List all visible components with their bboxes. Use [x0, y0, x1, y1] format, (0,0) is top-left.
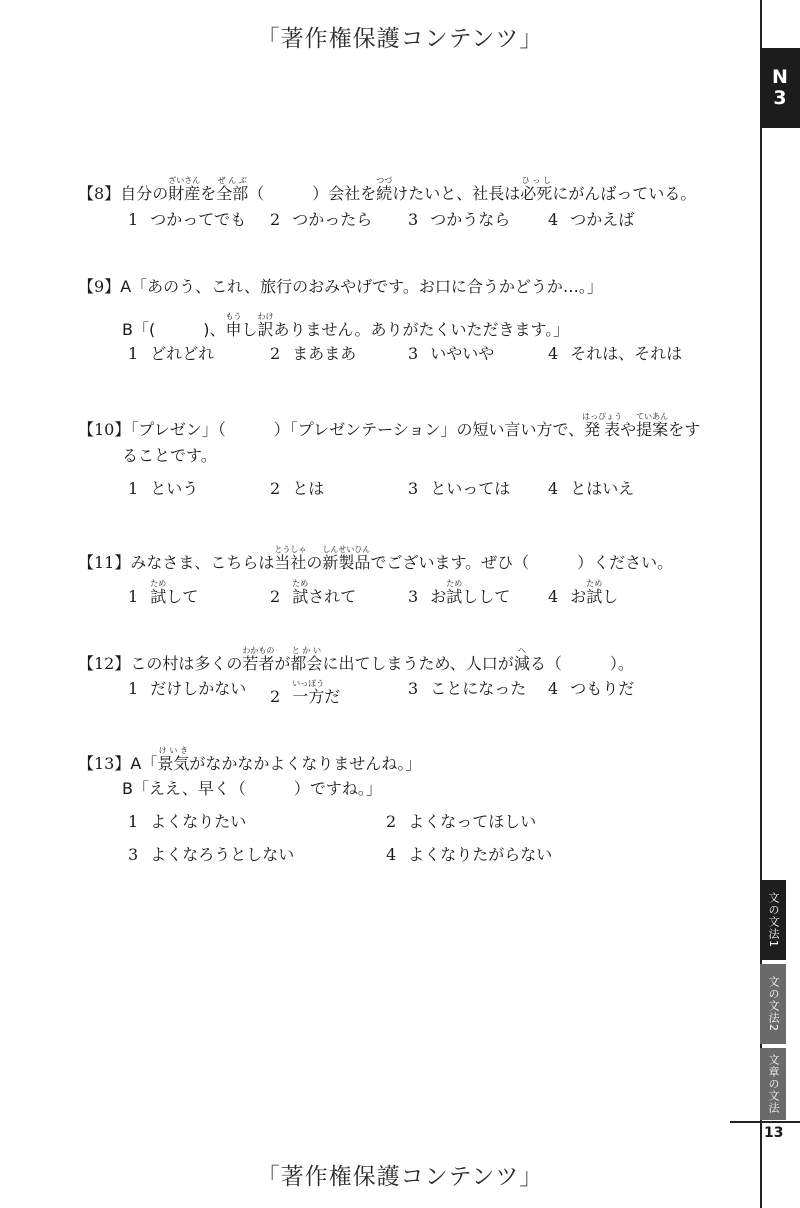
watermark-bottom: 「著作権保護コンテンツ」 [256, 1164, 544, 1190]
stem-text: を [200, 184, 217, 203]
answer-option[interactable]: 4 お試ためし [548, 579, 619, 606]
furigana-word: 財産ざいさん [168, 176, 201, 203]
answer-option[interactable]: 4 つもりだ [548, 679, 635, 698]
answer-option[interactable]: 2 よくなってほしい [386, 812, 537, 831]
question-13-line-2: B「ええ、早く（ ）ですね。」 [122, 779, 382, 798]
furigana-word: 続つづ [376, 176, 393, 203]
answer-option[interactable]: 2 一方いっぽうだ [270, 679, 341, 706]
furigana-word: 試ため [446, 579, 463, 606]
answer-option[interactable]: 2 とは [270, 479, 325, 498]
side-tab-sentence-grammar-2[interactable]: 文の文法2 [760, 964, 786, 1044]
answer-option[interactable]: 1 どれどれ [128, 344, 215, 363]
level-tab-digit: 3 [773, 87, 787, 109]
furigana-word: 新製品しんせいひん [322, 545, 371, 572]
stem-text: けたいと、社長は [392, 184, 521, 203]
stem-text: （ ）会社を [248, 184, 377, 203]
page-number-rule [730, 1121, 800, 1123]
question-12-stem: 【12】この村は多くの若者わかものが都会とかいに出てしまうため、人口が減へる（ ）。 [78, 646, 634, 673]
side-tab-text-grammar[interactable]: 文章の文法 [760, 1048, 786, 1120]
answer-option[interactable]: 3 ことになった [408, 679, 527, 698]
question-9-line-2: B「( )、申もうし訳わけありません。ありがたくいただきます。」 [122, 312, 570, 339]
stem-text: 「プレゼン」（ ）「プレゼンテーション」の短い言い方で、 [130, 420, 585, 439]
furigana-word: 発表はっぴょう [582, 412, 623, 439]
question-9-line-1 [78, 277, 603, 297]
question-number: 【9】 [78, 277, 121, 296]
stem-text: にがんばっている。 [552, 184, 697, 203]
answer-option[interactable]: 4 よくなりたがらない [386, 845, 553, 864]
side-tab-sentence-grammar-1[interactable]: 文の文法1 [760, 880, 786, 960]
answer-option[interactable]: 2 まあまあ [270, 344, 357, 363]
level-tab-n3[interactable] [760, 48, 800, 128]
furigana-word: 提案ていあん [636, 412, 669, 439]
answer-option[interactable]: 4 つかえば [548, 210, 635, 229]
furigana-word: 当社とうしゃ [274, 545, 307, 572]
furigana-word: 全部ぜんぶ [216, 176, 249, 203]
furigana-word: 試ため [586, 579, 603, 606]
watermark-top: 「著作権保護コンテンツ」 [256, 26, 544, 52]
answer-option[interactable]: 3 よくなろうとしない [128, 845, 295, 864]
question-8-stem [78, 176, 696, 204]
answer-option[interactable]: 3 いやいや [408, 344, 495, 363]
question-10-stem: 【10】「プレゼン」（ ）「プレゼンテーション」の短い言い方で、発表はっぴょうや提案ていあんをす [78, 412, 701, 439]
question-number: 【11】 [78, 553, 131, 572]
answer-option[interactable]: 1 試ためして [128, 579, 199, 606]
stem-text: この村は多くの [130, 654, 243, 673]
question-number: 【10】 [78, 420, 131, 439]
answer-option[interactable]: 3 お試ためしして [408, 579, 511, 606]
stem-text: 自分の [120, 184, 169, 203]
furigana-word: 必死ひっし [520, 176, 553, 203]
answer-option[interactable]: 2 つかったら [270, 210, 373, 229]
question-number: 【12】 [78, 654, 131, 673]
furigana-word: 若者わかもの [242, 646, 275, 673]
answer-option[interactable]: 1 つかってでも [128, 210, 247, 229]
answer-option[interactable]: 1 という [128, 479, 199, 498]
furigana-word: 試ため [150, 579, 167, 606]
answer-option[interactable]: 1 だけしかない [128, 679, 247, 698]
stem-text: みなさま、こちらは [130, 553, 275, 572]
question-13-line-1: 【13】A「景気けいきがなかなかよくなりませんね。」 [78, 746, 422, 773]
question-10-line-2: ることです。 [122, 446, 217, 465]
answer-option[interactable]: 1 よくなりたい [128, 812, 247, 831]
answer-option[interactable]: 4 それは、それは [548, 344, 683, 363]
answer-option[interactable]: 4 とはいえ [548, 479, 635, 498]
stem-text: A「あのう、これ、旅行のおみやげです。お口に合うかどうか…。」 [120, 277, 603, 296]
furigana-word: 減へ [513, 646, 530, 673]
answer-option[interactable]: 2 試ためされて [270, 579, 357, 606]
furigana-word: 景気けいき [157, 746, 190, 773]
furigana-word: 申もう [225, 312, 242, 339]
question-number: 【13】 [78, 754, 131, 773]
page-number: 13 [764, 1125, 784, 1141]
furigana-word: 訳わけ [257, 312, 274, 339]
answer-option[interactable]: 3 つかうなら [408, 210, 511, 229]
answer-option[interactable]: 3 といっては [408, 479, 511, 498]
level-tab-letter: N [772, 66, 788, 88]
question-11-stem: 【11】みなさま、こちらは当社とうしゃの新製品しんせいひんでございます。ぜひ（ ）ください。 [78, 545, 674, 572]
furigana-word: 一方いっぽう [292, 679, 325, 706]
furigana-word: 試ため [292, 579, 309, 606]
furigana-word: 都会とかい [290, 646, 323, 673]
question-number: 【8】 [78, 184, 121, 203]
